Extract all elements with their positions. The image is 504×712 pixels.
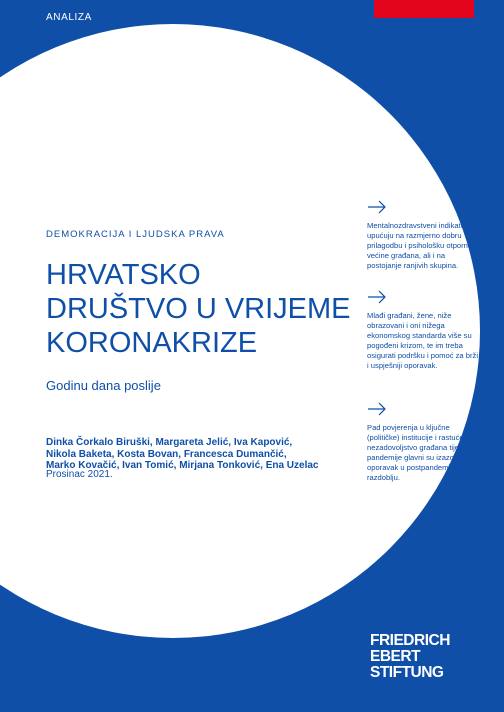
key-point bbox=[367, 200, 479, 271]
authors-line: Marko Kovačić, Ivan Tomić, Mirjana Tonković, Ena Uzelac bbox=[46, 460, 319, 471]
key-point-text: Mlađi građani, žene, niže obrazovani i oni nižega ekonomskog standarda više su pogođeni krizom, te im treba osigurati podršku i pomoć za brži i uspješniji oporavak. bbox=[367, 311, 479, 370]
key-point-text: Mentalnozdravstveni indikatori upućuju na razmjerno dobru prilagodbu i psihološku otpornost većine građana, ali i na postojanje ranjivih skupina. bbox=[367, 221, 479, 270]
key-point bbox=[367, 290, 479, 371]
key-point-text: Pad povjerenja u ključne (političke) institucije i rastuće nezadovoljstvo građana tijekom pandemije glavni su izazovi za oporavak u postpandemijskom razdoblju. bbox=[367, 423, 474, 482]
publication-date: Prosinac 2021. bbox=[46, 469, 113, 480]
key-point bbox=[367, 402, 479, 483]
logo-line: FRIEDRICH bbox=[370, 632, 450, 649]
logo-line: EBERT bbox=[370, 648, 421, 665]
divider bbox=[364, 198, 365, 506]
subtitle: Godinu dana poslije bbox=[46, 378, 161, 393]
accent-bar bbox=[374, 0, 474, 18]
authors-line: Dinka Čorkalo Biruški, Margareta Jelić, Iva Kapović, bbox=[46, 437, 293, 448]
authors-line: Nikola Baketa, Kosta Bovan, Francesca Dumančić, bbox=[46, 448, 287, 460]
series-label: ANALIZA bbox=[46, 12, 92, 23]
arrow-right-icon bbox=[367, 402, 387, 416]
category-label: DEMOKRACIJA I LJUDSKA PRAVA bbox=[46, 229, 225, 240]
authors bbox=[46, 437, 346, 472]
title-line: KORONAKRIZE bbox=[46, 327, 258, 359]
arrow-right-icon bbox=[367, 200, 387, 214]
title-line: DRUŠTVO U VRIJEME bbox=[46, 293, 351, 325]
page-title bbox=[46, 258, 351, 360]
title-line: HRVATSKO bbox=[46, 259, 201, 291]
arrow-right-icon bbox=[367, 290, 387, 304]
logo-line: STIFTUNG bbox=[370, 664, 444, 681]
fes-logo bbox=[370, 633, 450, 681]
